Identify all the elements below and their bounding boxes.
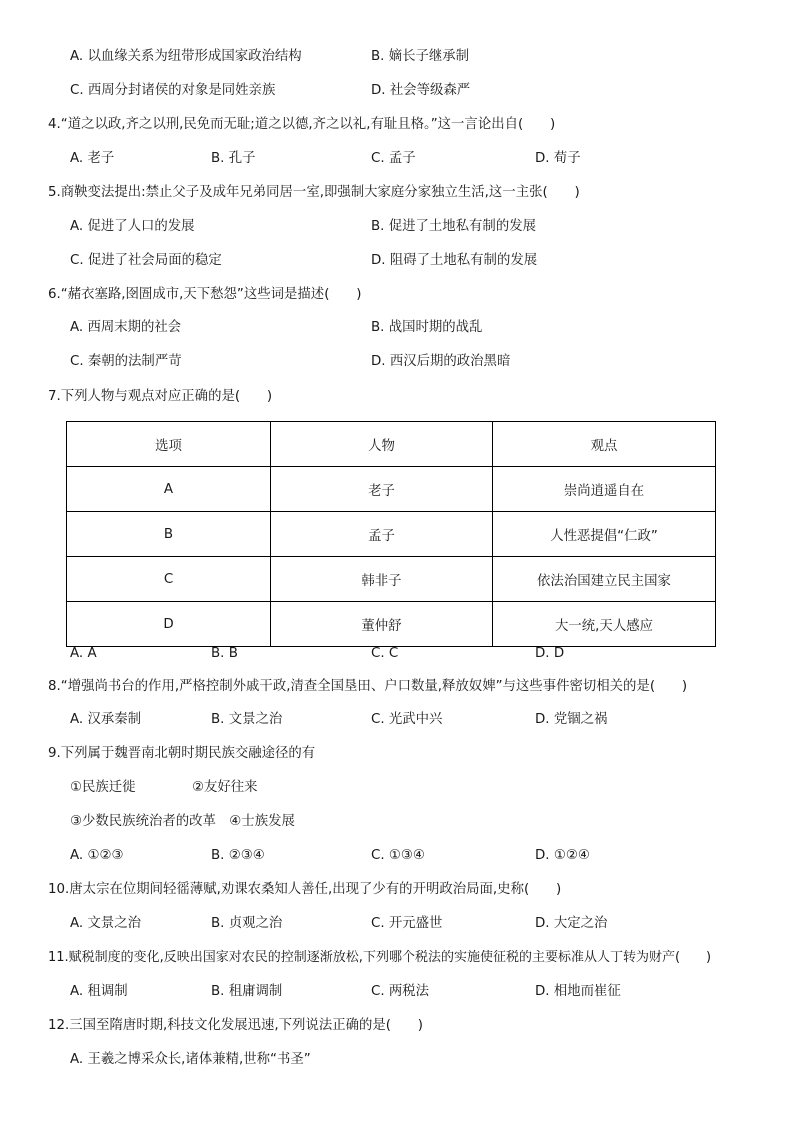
- table-cell: A: [67, 467, 271, 512]
- q10-option-a: A. 文景之治: [70, 916, 141, 931]
- q9-option-c: C. ①③④: [371, 848, 425, 863]
- q6-option-a: A. 西周末期的社会: [70, 320, 182, 335]
- q3-option-b: B. 嫡长子继承制: [371, 49, 470, 64]
- q3-option-a: A. 以血缘关系为纽带形成国家政治结构: [70, 49, 302, 64]
- q6-option-c: C. 秦朝的法制严苛: [70, 354, 182, 369]
- q6-option-b: B. 战国时期的战乱: [371, 320, 483, 335]
- q5-option-a: A. 促进了人口的发展: [70, 219, 195, 234]
- q7-option-a: A. A: [70, 646, 97, 661]
- q5-option-c: C. 促进了社会局面的稳定: [70, 253, 222, 268]
- q5-option-b: B. 促进了土地私有制的发展: [371, 219, 536, 234]
- q8-option-a: A. 汉承秦制: [70, 712, 141, 727]
- table-header-cell: 观点: [493, 422, 716, 467]
- q8-stem: 8.“增强尚书台的作用,严格控制外戚干政,清查全国垦田、户口数量,释放奴婢”与这些事件密切相关的是( ): [48, 679, 688, 694]
- q6-stem: 6.“赭衣塞路,囹圄成市,天下愁怨”这些词是描述( ): [48, 287, 362, 302]
- q9-option-d: D. ①②④: [535, 848, 590, 863]
- q4-stem: 4.“道之以政,齐之以刑,民免而无耻;道之以德,齐之以礼,有耻且格。”这一言论出自( ): [48, 117, 556, 132]
- q9-option-b: B. ②③④: [211, 848, 265, 863]
- q10-option-c: C. 开元盛世: [371, 916, 443, 931]
- q4-option-b: B. 孔子: [211, 151, 256, 166]
- q7-stem: 7.下列人物与观点对应正确的是( ): [48, 389, 273, 404]
- table-header-row: [67, 422, 716, 467]
- q6-option-d: D. 西汉后期的政治黑暗: [371, 354, 511, 369]
- table-row: [67, 602, 716, 647]
- q5-stem: 5.商鞅变法提出:禁止父子及成年兄弟同居一室,即强制大家庭分家独立生活,这一主张( ): [48, 185, 580, 200]
- q8-option-b: B. 文景之治: [211, 712, 283, 727]
- q10-option-d: D. 大定之治: [535, 916, 608, 931]
- q10-stem: 10.唐太宗在位期间轻徭薄赋,劝课农桑知人善任,出现了少有的开明政治局面,史称( ): [48, 882, 562, 897]
- q3-option-c: C. 西周分封诸侯的对象是同姓亲族: [70, 83, 276, 98]
- table-row: [67, 557, 716, 602]
- q7-option-b: B. B: [211, 646, 238, 661]
- q9-item-1: ①民族迁徙: [70, 780, 136, 795]
- table-cell: 韩非子: [271, 557, 493, 602]
- table-cell: 老子: [271, 467, 493, 512]
- table-row: [67, 512, 716, 557]
- q11-option-c: C. 两税法: [371, 984, 430, 999]
- table-cell: 崇尚逍遥自在: [493, 467, 716, 512]
- table-cell: 大一统,天人感应: [493, 602, 716, 647]
- q4-option-d: D. 荀子: [535, 151, 581, 166]
- q11-option-b: B. 租庸调制: [211, 984, 283, 999]
- q10-option-b: B. 贞观之治: [211, 916, 283, 931]
- table-cell: 孟子: [271, 512, 493, 557]
- q7-table: [66, 421, 716, 647]
- table-row: [67, 467, 716, 512]
- table-header-cell: 人物: [271, 422, 493, 467]
- q12-stem: 12.三国至隋唐时期,科技文化发展迅速,下列说法正确的是( ): [48, 1018, 424, 1033]
- table-cell: 董仲舒: [271, 602, 493, 647]
- q5-option-d: D. 阻碍了土地私有制的发展: [371, 253, 538, 268]
- table-cell: B: [67, 512, 271, 557]
- q7-option-d: D. D: [535, 646, 565, 661]
- q8-option-d: D. 党锢之祸: [535, 712, 608, 727]
- q4-option-c: C. 孟子: [371, 151, 416, 166]
- q11-option-d: D. 相地而崔征: [535, 984, 621, 999]
- q7-option-c: C. C: [371, 646, 399, 661]
- q9-stem: 9.下列属于魏晋南北朝时期民族交融途径的有: [48, 746, 316, 761]
- table-cell: D: [67, 602, 271, 647]
- table-header-cell: 选项: [67, 422, 271, 467]
- table-cell: C: [67, 557, 271, 602]
- q11-option-a: A. 租调制: [70, 984, 128, 999]
- q9-item-2: ②友好往来: [192, 780, 258, 795]
- q12-option-a: A. 王羲之博采众长,诸体兼精,世称“书圣”: [70, 1052, 311, 1067]
- q3-option-d: D. 社会等级森严: [371, 83, 471, 98]
- q9-option-a: A. ①②③: [70, 848, 124, 863]
- q11-stem: 11.赋税制度的变化,反映出国家对农民的控制逐渐放松,下列哪个税法的实施使征税的主要标准从人丁转为财产( ): [48, 950, 712, 965]
- q4-option-a: A. 老子: [70, 151, 115, 166]
- table-cell: 依法治国建立民主国家: [493, 557, 716, 602]
- table-cell: 人性恶提倡“仁政”: [493, 512, 716, 557]
- q9-items-3-4: ③少数民族统治者的改革 ④士族发展: [70, 814, 295, 829]
- q8-option-c: C. 光武中兴: [371, 712, 443, 727]
